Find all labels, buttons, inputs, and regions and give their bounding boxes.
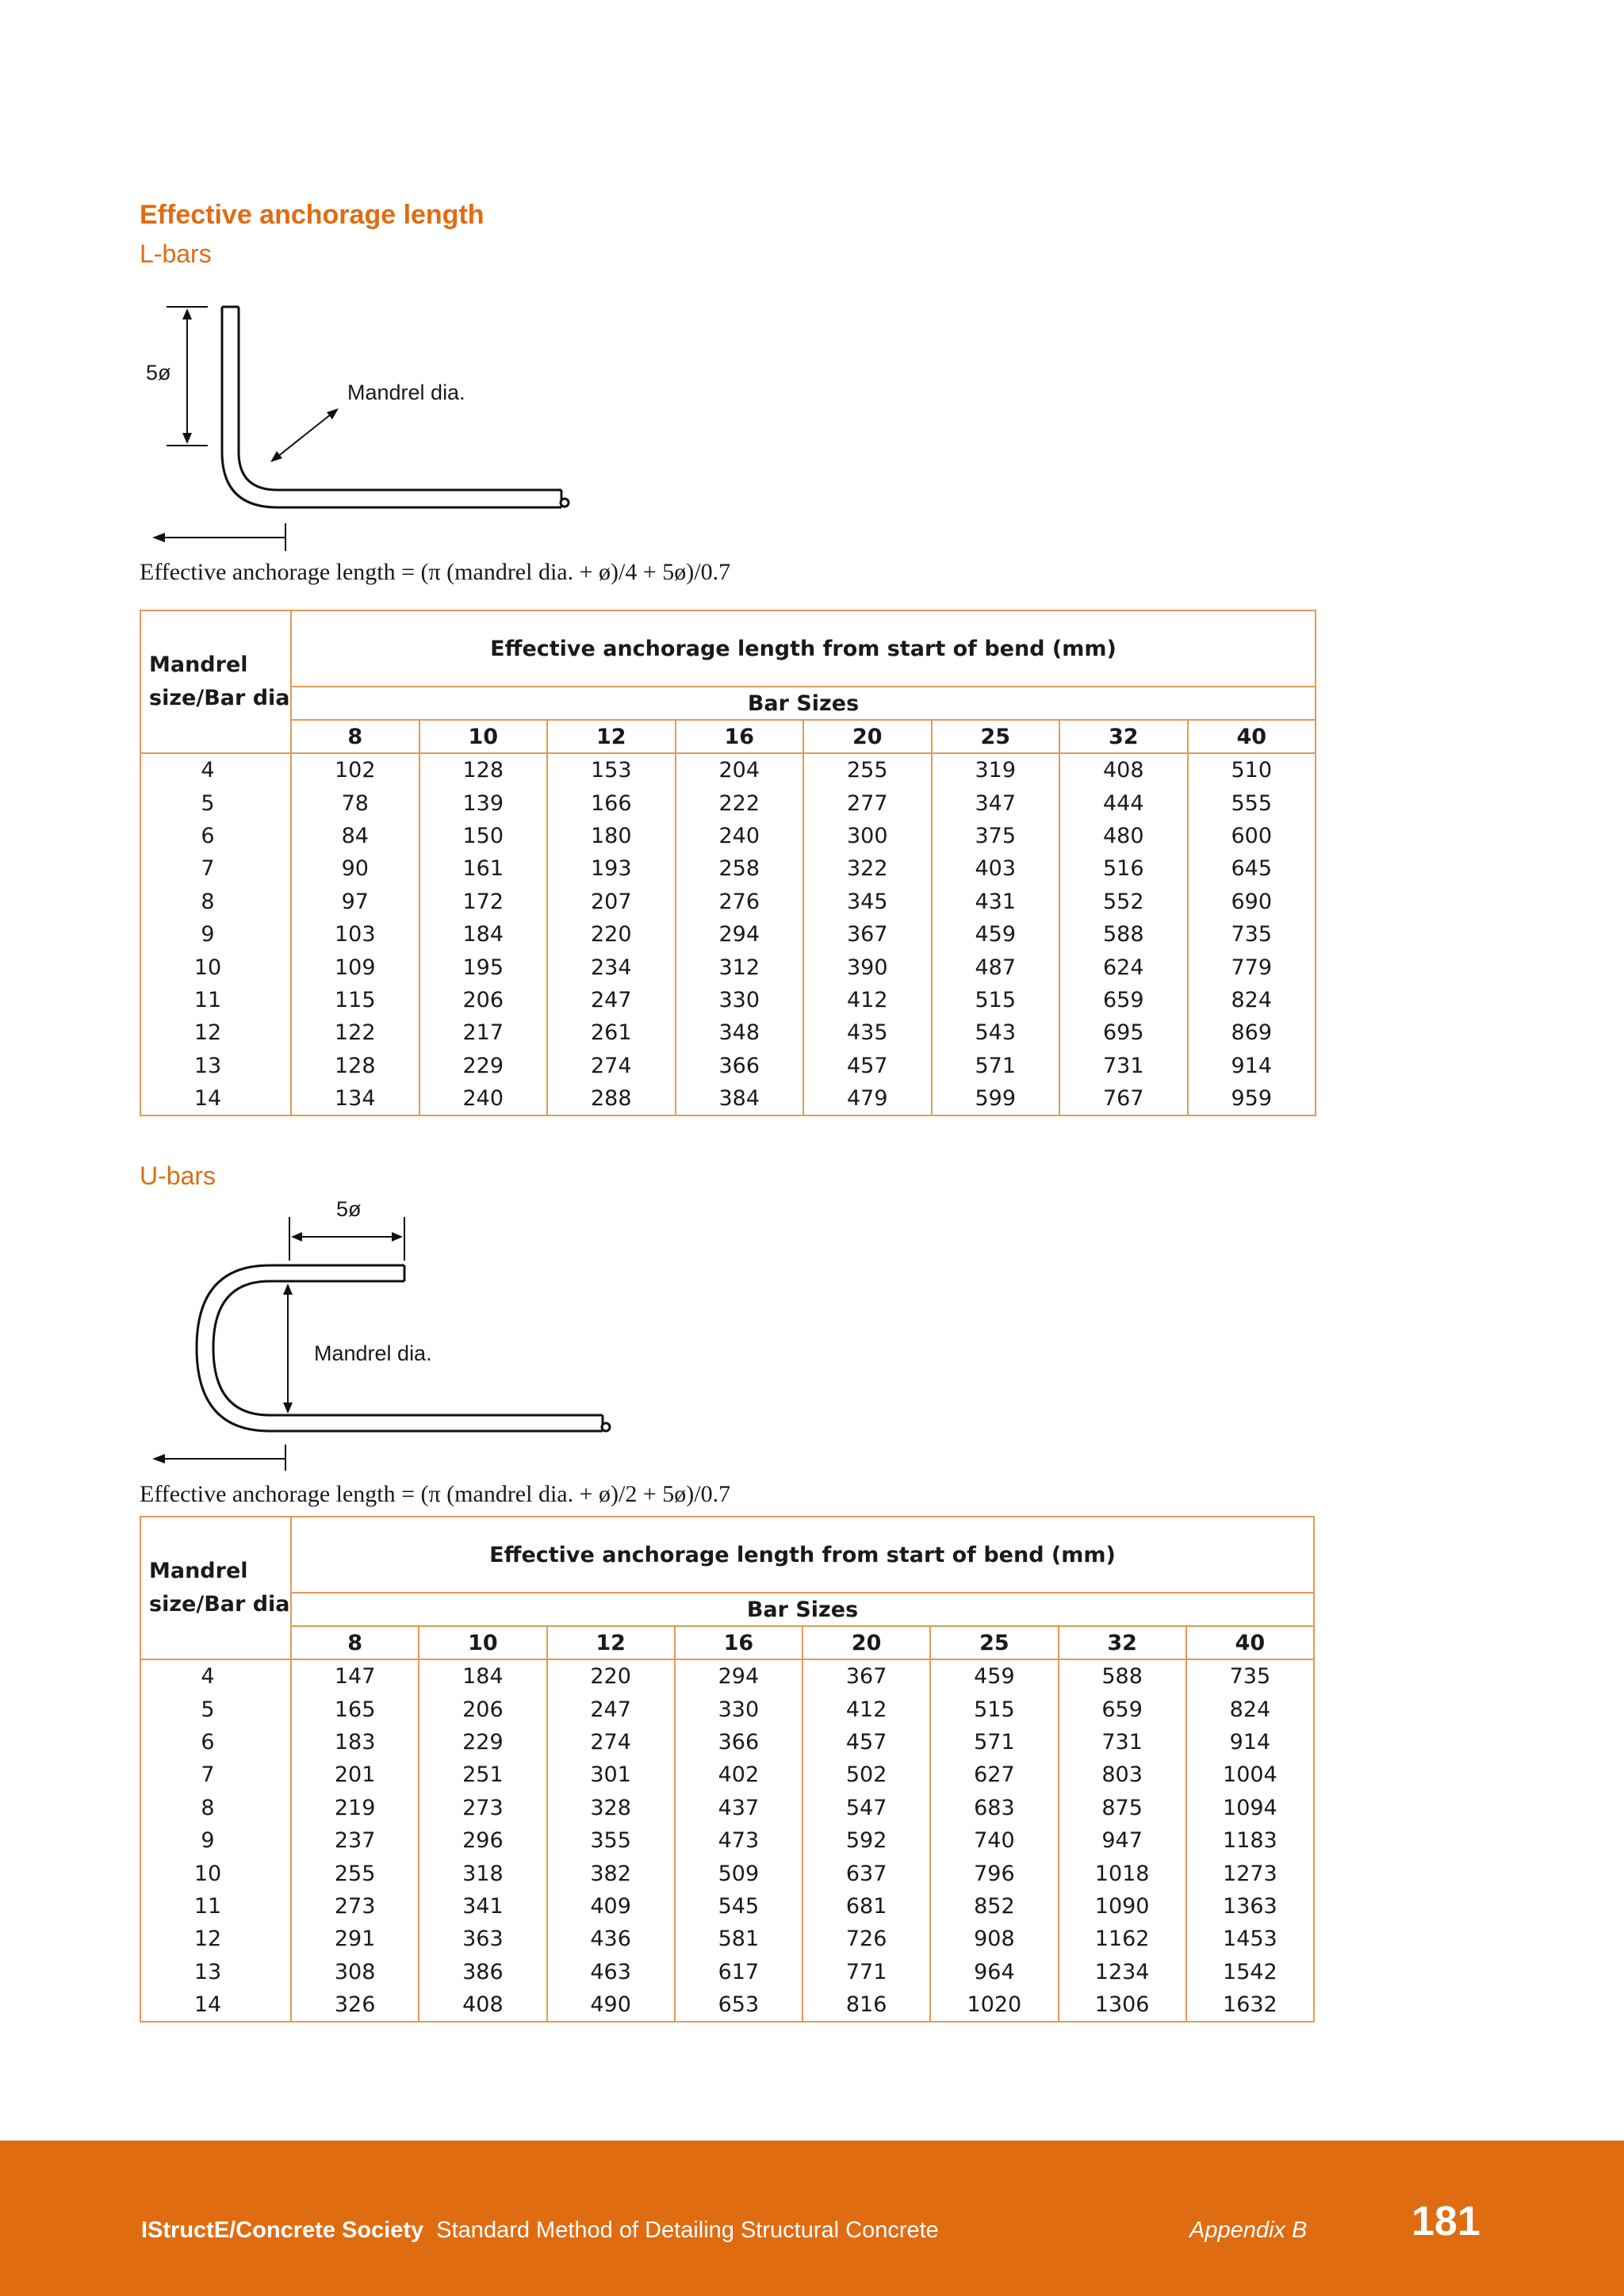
anchorage-value-cell: 240 bbox=[676, 820, 804, 852]
anchorage-value-cell: 552 bbox=[1059, 886, 1188, 918]
anchorage-value-cell: 277 bbox=[803, 786, 932, 819]
anchorage-value-cell: 180 bbox=[547, 820, 676, 852]
anchorage-value-cell: 435 bbox=[803, 1016, 932, 1049]
anchorage-value-cell: 386 bbox=[419, 1956, 546, 1988]
page-heading: Effective anchorage length bbox=[140, 200, 485, 230]
anchorage-value-cell: 312 bbox=[676, 951, 804, 983]
anchorage-value-cell: 255 bbox=[803, 753, 932, 786]
anchorage-value-cell: 444 bbox=[1059, 786, 1188, 819]
anchorage-value-cell: 367 bbox=[802, 1659, 930, 1693]
anchorage-value-cell: 273 bbox=[419, 1792, 546, 1824]
lbar-diagram bbox=[135, 293, 595, 555]
mandrel-size-cell: 12 bbox=[140, 1923, 291, 1955]
anchorage-value-cell: 599 bbox=[932, 1082, 1060, 1115]
mandrel-size-cell: 13 bbox=[140, 1050, 291, 1082]
anchorage-value-cell: 366 bbox=[676, 1050, 804, 1082]
column-header: 10 bbox=[419, 1626, 546, 1659]
anchorage-value-cell: 128 bbox=[291, 1050, 419, 1082]
anchorage-value-cell: 457 bbox=[802, 1726, 930, 1758]
anchorage-value-cell: 195 bbox=[419, 951, 548, 983]
anchorage-value-cell: 273 bbox=[291, 1890, 419, 1923]
table-row bbox=[140, 1050, 1316, 1082]
column-header: 8 bbox=[291, 720, 419, 753]
anchorage-value-cell: 308 bbox=[291, 1956, 419, 1988]
anchorage-value-cell: 258 bbox=[676, 852, 804, 885]
anchorage-value-cell: 201 bbox=[291, 1758, 419, 1791]
anchorage-value-cell: 731 bbox=[1059, 1726, 1186, 1758]
anchorage-value-cell: 291 bbox=[291, 1923, 419, 1955]
anchorage-value-cell: 515 bbox=[930, 1693, 1058, 1725]
anchorage-value-cell: 592 bbox=[802, 1824, 930, 1857]
ubar-mandrel-label: Mandrel dia. bbox=[314, 1341, 432, 1365]
anchorage-value-cell: 229 bbox=[419, 1050, 548, 1082]
column-header-row bbox=[140, 720, 1316, 753]
anchorage-value-cell: 296 bbox=[419, 1824, 546, 1857]
anchorage-value-cell: 390 bbox=[803, 951, 932, 983]
anchorage-value-cell: 735 bbox=[1188, 918, 1316, 951]
anchorage-value-cell: 600 bbox=[1188, 820, 1316, 852]
anchorage-value-cell: 1094 bbox=[1186, 1792, 1314, 1824]
anchorage-value-cell: 288 bbox=[547, 1082, 676, 1115]
anchorage-value-cell: 624 bbox=[1059, 951, 1188, 983]
anchorage-value-cell: 204 bbox=[676, 753, 804, 786]
column-header: 20 bbox=[802, 1626, 930, 1659]
lbar-dim-label: 5ø bbox=[146, 361, 171, 385]
table-row bbox=[140, 1726, 1314, 1758]
table-row bbox=[140, 951, 1316, 983]
anchorage-value-cell: 510 bbox=[1188, 753, 1316, 786]
anchorage-value-cell: 740 bbox=[930, 1824, 1058, 1857]
anchorage-value-cell: 408 bbox=[1059, 753, 1188, 786]
anchorage-value-cell: 947 bbox=[1059, 1824, 1186, 1857]
table-row bbox=[140, 820, 1316, 852]
anchorage-value-cell: 402 bbox=[675, 1758, 802, 1791]
anchorage-value-cell: 220 bbox=[547, 918, 676, 951]
mandrel-size-cell: 7 bbox=[140, 1758, 291, 1791]
anchorage-value-cell: 681 bbox=[802, 1890, 930, 1923]
table-row bbox=[140, 918, 1316, 951]
mandrel-size-cell: 4 bbox=[140, 753, 291, 786]
anchorage-value-cell: 869 bbox=[1188, 1016, 1316, 1049]
anchorage-value-cell: 240 bbox=[419, 1082, 548, 1115]
column-header: 25 bbox=[932, 720, 1060, 753]
anchorage-value-cell: 509 bbox=[675, 1857, 802, 1889]
anchorage-value-cell: 294 bbox=[675, 1659, 802, 1693]
anchorage-value-cell: 653 bbox=[675, 1988, 802, 2022]
anchorage-value-cell: 255 bbox=[291, 1857, 419, 1889]
anchorage-value-cell: 172 bbox=[419, 886, 548, 918]
column-header: 8 bbox=[291, 1626, 419, 1659]
anchorage-value-cell: 959 bbox=[1188, 1082, 1316, 1115]
anchorage-value-cell: 412 bbox=[803, 984, 932, 1016]
table-row bbox=[140, 1758, 1314, 1791]
anchorage-value-cell: 487 bbox=[932, 951, 1060, 983]
mandrel-size-cell: 11 bbox=[140, 1890, 291, 1923]
anchorage-value-cell: 908 bbox=[930, 1923, 1058, 1955]
mandrel-size-cell: 14 bbox=[140, 1082, 291, 1115]
anchorage-value-cell: 90 bbox=[291, 852, 419, 885]
anchorage-value-cell: 322 bbox=[803, 852, 932, 885]
anchorage-value-cell: 726 bbox=[802, 1923, 930, 1955]
anchorage-value-cell: 796 bbox=[930, 1857, 1058, 1889]
table-row bbox=[140, 1890, 1314, 1923]
anchorage-value-cell: 345 bbox=[803, 886, 932, 918]
table-row bbox=[140, 886, 1316, 918]
ubar-dim-label: 5ø bbox=[336, 1197, 362, 1221]
anchorage-value-cell: 366 bbox=[675, 1726, 802, 1758]
anchorage-value-cell: 150 bbox=[419, 820, 548, 852]
anchorage-value-cell: 184 bbox=[419, 918, 548, 951]
anchorage-value-cell: 767 bbox=[1059, 1082, 1188, 1115]
anchorage-value-cell: 637 bbox=[802, 1857, 930, 1889]
anchorage-value-cell: 1363 bbox=[1186, 1890, 1314, 1923]
mandrel-size-cell: 9 bbox=[140, 1824, 291, 1857]
anchorage-value-cell: 914 bbox=[1186, 1726, 1314, 1758]
column-header-row bbox=[140, 1626, 1314, 1659]
anchorage-value-cell: 319 bbox=[932, 753, 1060, 786]
anchorage-value-cell: 363 bbox=[419, 1923, 546, 1955]
anchorage-value-cell: 206 bbox=[419, 1693, 546, 1725]
anchorage-value-cell: 247 bbox=[547, 1693, 675, 1725]
anchorage-value-cell: 222 bbox=[676, 786, 804, 819]
anchorage-value-cell: 326 bbox=[291, 1988, 419, 2022]
column-header: 32 bbox=[1059, 720, 1188, 753]
table-body bbox=[140, 753, 1316, 1115]
mandrel-header: Mandrel size/Bar dia bbox=[140, 610, 291, 753]
anchorage-value-cell: 459 bbox=[930, 1659, 1058, 1693]
anchorage-value-cell: 875 bbox=[1059, 1792, 1186, 1824]
anchorage-value-cell: 555 bbox=[1188, 786, 1316, 819]
anchorage-value-cell: 355 bbox=[547, 1824, 675, 1857]
lbar-outer-edge bbox=[222, 307, 561, 507]
anchorage-value-cell: 207 bbox=[547, 886, 676, 918]
anchorage-value-cell: 457 bbox=[803, 1050, 932, 1082]
anchorage-value-cell: 502 bbox=[802, 1758, 930, 1791]
anchorage-value-cell: 1632 bbox=[1186, 1988, 1314, 2022]
table-row bbox=[140, 984, 1316, 1016]
mandrel-size-cell: 10 bbox=[140, 951, 291, 983]
anchorage-value-cell: 78 bbox=[291, 786, 419, 819]
table-row bbox=[140, 753, 1316, 786]
anchorage-value-cell: 382 bbox=[547, 1857, 675, 1889]
table-row bbox=[140, 1693, 1314, 1725]
anchorage-value-cell: 97 bbox=[291, 886, 419, 918]
anchorage-value-cell: 318 bbox=[419, 1857, 546, 1889]
anchorage-value-cell: 516 bbox=[1059, 852, 1188, 885]
anchorage-value-cell: 348 bbox=[676, 1016, 804, 1049]
anchorage-value-cell: 330 bbox=[675, 1693, 802, 1725]
anchorage-value-cell: 301 bbox=[547, 1758, 675, 1791]
anchorage-value-cell: 571 bbox=[932, 1050, 1060, 1082]
anchorage-value-cell: 547 bbox=[802, 1792, 930, 1824]
lbar-anchorage-table bbox=[140, 610, 1316, 1116]
anchorage-value-cell: 1018 bbox=[1059, 1857, 1186, 1889]
mandrel-size-cell: 10 bbox=[140, 1857, 291, 1889]
anchorage-value-cell: 341 bbox=[419, 1890, 546, 1923]
anchorage-value-cell: 184 bbox=[419, 1659, 546, 1693]
anchorage-value-cell: 473 bbox=[675, 1824, 802, 1857]
anchorage-value-cell: 581 bbox=[675, 1923, 802, 1955]
footer-publisher: IStructE/Concrete Society bbox=[141, 2218, 424, 2243]
bar-sizes-label: Bar Sizes bbox=[291, 1593, 1314, 1626]
table-row bbox=[140, 1988, 1314, 2022]
anchorage-value-cell: 515 bbox=[932, 984, 1060, 1016]
anchorage-value-cell: 261 bbox=[547, 1016, 676, 1049]
anchorage-value-cell: 103 bbox=[291, 918, 419, 951]
anchorage-value-cell: 234 bbox=[547, 951, 676, 983]
anchorage-value-cell: 617 bbox=[675, 1956, 802, 1988]
anchorage-value-cell: 690 bbox=[1188, 886, 1316, 918]
anchorage-value-cell: 128 bbox=[419, 753, 548, 786]
anchorage-value-cell: 1090 bbox=[1059, 1890, 1186, 1923]
anchorage-value-cell: 1273 bbox=[1186, 1857, 1314, 1889]
ubars-title: U-bars bbox=[140, 1161, 216, 1190]
anchorage-value-cell: 115 bbox=[291, 984, 419, 1016]
table-row bbox=[140, 1857, 1314, 1889]
anchorage-value-cell: 490 bbox=[547, 1988, 675, 2022]
column-header: 25 bbox=[930, 1626, 1058, 1659]
mandrel-size-cell: 14 bbox=[140, 1988, 291, 2022]
anchorage-value-cell: 217 bbox=[419, 1016, 548, 1049]
anchorage-value-cell: 147 bbox=[291, 1659, 419, 1693]
anchorage-value-cell: 247 bbox=[547, 984, 676, 1016]
mandrel-size-cell: 4 bbox=[140, 1659, 291, 1693]
anchorage-value-cell: 139 bbox=[419, 786, 548, 819]
anchorage-value-cell: 437 bbox=[675, 1792, 802, 1824]
anchorage-value-cell: 1183 bbox=[1186, 1824, 1314, 1857]
anchorage-value-cell: 347 bbox=[932, 786, 1060, 819]
table-row bbox=[140, 1824, 1314, 1857]
anchorage-value-cell: 771 bbox=[802, 1956, 930, 1988]
anchorage-value-cell: 412 bbox=[802, 1693, 930, 1725]
anchorage-value-cell: 1162 bbox=[1059, 1923, 1186, 1955]
anchorage-value-cell: 1542 bbox=[1186, 1956, 1314, 1988]
anchorage-value-cell: 1453 bbox=[1186, 1923, 1314, 1955]
table-body bbox=[140, 1659, 1314, 2022]
table-row bbox=[140, 786, 1316, 819]
anchorage-value-cell: 330 bbox=[676, 984, 804, 1016]
anchorage-value-cell: 193 bbox=[547, 852, 676, 885]
anchorage-value-cell: 219 bbox=[291, 1792, 419, 1824]
mandrel-size-cell: 12 bbox=[140, 1016, 291, 1049]
anchorage-value-cell: 645 bbox=[1188, 852, 1316, 885]
anchorage-value-cell: 588 bbox=[1059, 1659, 1186, 1693]
anchorage-value-cell: 84 bbox=[291, 820, 419, 852]
mandrel-size-cell: 8 bbox=[140, 886, 291, 918]
table-title: Effective anchorage length from start of bend (mm) bbox=[291, 610, 1316, 687]
bar-sizes-label: Bar Sizes bbox=[291, 687, 1316, 720]
table-row bbox=[140, 1082, 1316, 1115]
mandrel-size-cell: 9 bbox=[140, 918, 291, 951]
anchorage-value-cell: 1020 bbox=[930, 1988, 1058, 2022]
column-header: 32 bbox=[1059, 1626, 1186, 1659]
column-header: 12 bbox=[547, 720, 676, 753]
anchorage-value-cell: 102 bbox=[291, 753, 419, 786]
anchorage-value-cell: 659 bbox=[1059, 1693, 1186, 1725]
anchorage-value-cell: 779 bbox=[1188, 951, 1316, 983]
anchorage-value-cell: 153 bbox=[547, 753, 676, 786]
anchorage-value-cell: 480 bbox=[1059, 820, 1188, 852]
anchorage-value-cell: 229 bbox=[419, 1726, 546, 1758]
anchorage-value-cell: 166 bbox=[547, 786, 676, 819]
mandrel-size-cell: 6 bbox=[140, 820, 291, 852]
anchorage-value-cell: 134 bbox=[291, 1082, 419, 1115]
anchorage-value-cell: 824 bbox=[1188, 984, 1316, 1016]
anchorage-value-cell: 459 bbox=[932, 918, 1060, 951]
anchorage-value-cell: 659 bbox=[1059, 984, 1188, 1016]
column-header: 10 bbox=[419, 720, 548, 753]
anchorage-value-cell: 735 bbox=[1186, 1659, 1314, 1693]
anchorage-value-cell: 375 bbox=[932, 820, 1060, 852]
anchorage-value-cell: 695 bbox=[1059, 1016, 1188, 1049]
anchorage-value-cell: 183 bbox=[291, 1726, 419, 1758]
anchorage-value-cell: 964 bbox=[930, 1956, 1058, 1988]
column-header: 40 bbox=[1188, 720, 1316, 753]
mandrel-size-cell: 8 bbox=[140, 1792, 291, 1824]
ubar-diagram bbox=[135, 1197, 626, 1471]
anchorage-value-cell: 431 bbox=[932, 886, 1060, 918]
anchorage-value-cell: 816 bbox=[802, 1988, 930, 2022]
ubar-anchorage-table bbox=[140, 1516, 1315, 2022]
column-header: 16 bbox=[675, 1626, 802, 1659]
anchorage-value-cell: 683 bbox=[930, 1792, 1058, 1824]
mandrel-size-cell: 5 bbox=[140, 786, 291, 819]
ubar-formula: Effective anchorage length = (π (mandrel dia. + ø)/2 + 5ø)/0.7 bbox=[140, 1481, 731, 1507]
table-row bbox=[140, 1956, 1314, 1988]
lbar-mandrel-label: Mandrel dia. bbox=[347, 381, 465, 404]
lbars-title: L-bars bbox=[140, 239, 212, 268]
anchorage-value-cell: 276 bbox=[676, 886, 804, 918]
anchorage-value-cell: 545 bbox=[675, 1890, 802, 1923]
anchorage-value-cell: 408 bbox=[419, 1988, 546, 2022]
anchorage-value-cell: 251 bbox=[419, 1758, 546, 1791]
column-header: 40 bbox=[1186, 1626, 1314, 1659]
anchorage-value-cell: 206 bbox=[419, 984, 548, 1016]
anchorage-value-cell: 109 bbox=[291, 951, 419, 983]
anchorage-value-cell: 731 bbox=[1059, 1050, 1188, 1082]
anchorage-value-cell: 274 bbox=[547, 1050, 676, 1082]
anchorage-value-cell: 824 bbox=[1186, 1693, 1314, 1725]
table-row bbox=[140, 852, 1316, 885]
table-row bbox=[140, 1659, 1314, 1693]
anchorage-value-cell: 300 bbox=[803, 820, 932, 852]
anchorage-value-cell: 294 bbox=[676, 918, 804, 951]
table-row bbox=[140, 1016, 1316, 1049]
anchorage-value-cell: 914 bbox=[1188, 1050, 1316, 1082]
mandrel-size-cell: 11 bbox=[140, 984, 291, 1016]
mandrel-size-cell: 13 bbox=[140, 1956, 291, 1988]
table-row bbox=[140, 1792, 1314, 1824]
anchorage-value-cell: 409 bbox=[547, 1890, 675, 1923]
anchorage-value-cell: 403 bbox=[932, 852, 1060, 885]
anchorage-value-cell: 1004 bbox=[1186, 1758, 1314, 1791]
mandrel-header: Mandrel size/Bar dia bbox=[140, 1517, 291, 1659]
anchorage-value-cell: 436 bbox=[547, 1923, 675, 1955]
anchorage-value-cell: 803 bbox=[1059, 1758, 1186, 1791]
anchorage-value-cell: 627 bbox=[930, 1758, 1058, 1791]
anchorage-value-cell: 165 bbox=[291, 1693, 419, 1725]
anchorage-value-cell: 588 bbox=[1059, 918, 1188, 951]
anchorage-value-cell: 1234 bbox=[1059, 1956, 1186, 1988]
mandrel-size-cell: 7 bbox=[140, 852, 291, 885]
anchorage-value-cell: 274 bbox=[547, 1726, 675, 1758]
page-number: 181 bbox=[1411, 2198, 1480, 2244]
anchorage-value-cell: 543 bbox=[932, 1016, 1060, 1049]
column-header: 20 bbox=[803, 720, 932, 753]
footer-book-title: Standard Method of Detailing Structural Concrete bbox=[436, 2218, 939, 2243]
anchorage-value-cell: 220 bbox=[547, 1659, 675, 1693]
footer-section: Appendix B bbox=[1189, 2218, 1308, 2243]
table-row bbox=[140, 1923, 1314, 1955]
anchorage-value-cell: 237 bbox=[291, 1824, 419, 1857]
anchorage-value-cell: 571 bbox=[930, 1726, 1058, 1758]
anchorage-value-cell: 463 bbox=[547, 1956, 675, 1988]
anchorage-value-cell: 122 bbox=[291, 1016, 419, 1049]
anchorage-value-cell: 161 bbox=[419, 852, 548, 885]
footer-citation bbox=[141, 2218, 939, 2244]
anchorage-value-cell: 1306 bbox=[1059, 1988, 1186, 2022]
anchorage-value-cell: 367 bbox=[803, 918, 932, 951]
anchorage-value-cell: 479 bbox=[803, 1082, 932, 1115]
mandrel-size-cell: 6 bbox=[140, 1726, 291, 1758]
lbar-formula: Effective anchorage length = (π (mandrel dia. + ø)/4 + 5ø)/0.7 bbox=[140, 559, 731, 585]
anchorage-value-cell: 384 bbox=[676, 1082, 804, 1115]
table-title: Effective anchorage length from start of bend (mm) bbox=[291, 1517, 1314, 1593]
column-header: 16 bbox=[676, 720, 804, 753]
anchorage-value-cell: 852 bbox=[930, 1890, 1058, 1923]
column-header: 12 bbox=[547, 1626, 675, 1659]
anchorage-value-cell: 328 bbox=[547, 1792, 675, 1824]
mandrel-size-cell: 5 bbox=[140, 1693, 291, 1725]
